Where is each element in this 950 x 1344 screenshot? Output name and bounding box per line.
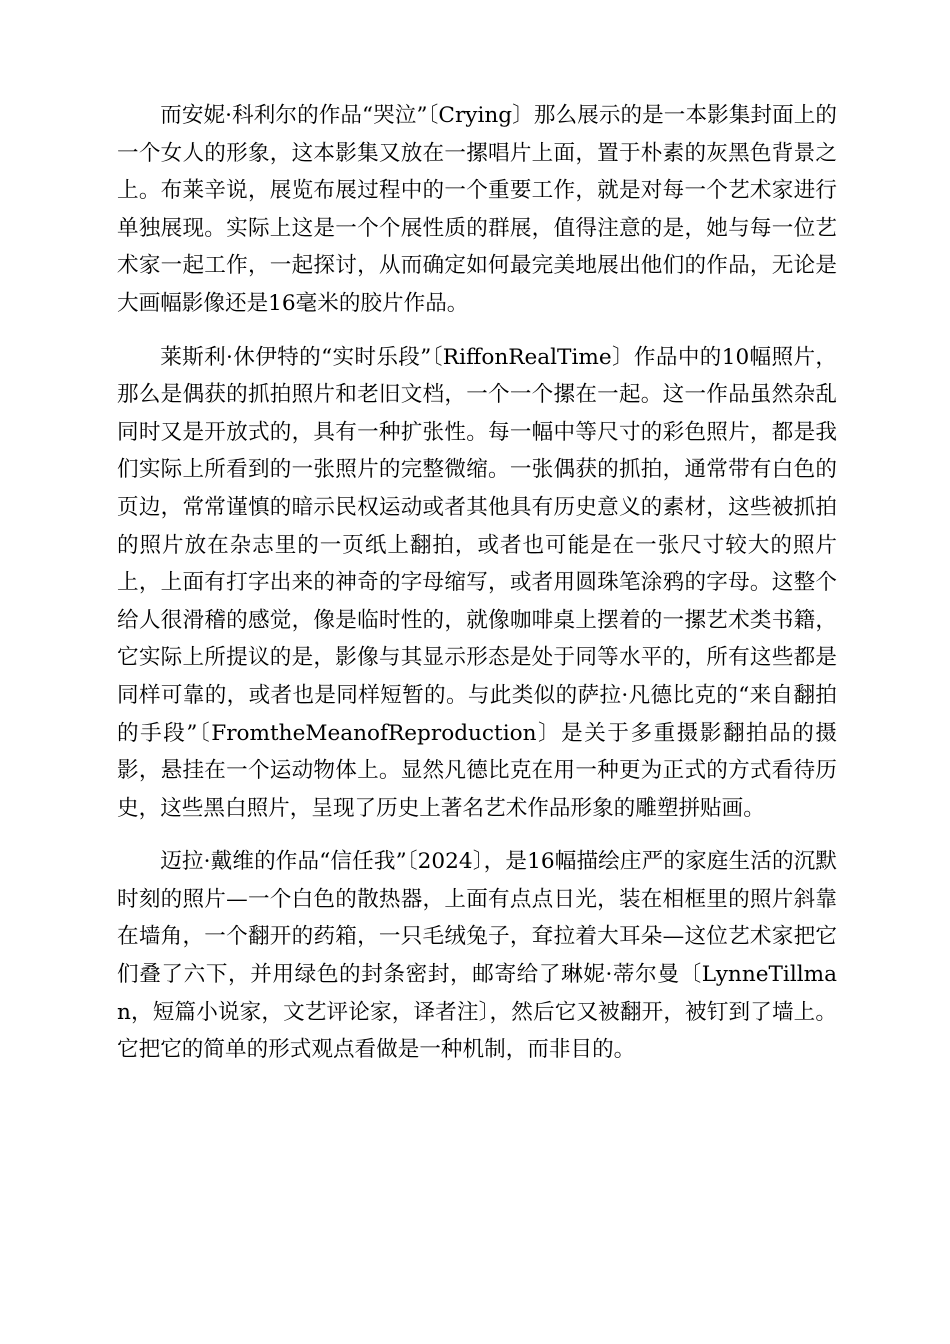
paragraph-1: 而安妮·科利尔的作品“哭泣”〔Crying〕那么展示的是一本影集封面上的一个女人的形象，这本影集又放在一摞唱片上面，置于朴素的灰黑色背景之上。布莱辛说，展览布展过程中的一个重要工作，就是对每一个艺术家进行单独展现。实际上这是一个个展性质的群展，值得注意的是，她与每一位艺术家一起工作，一起探讨，从而确定如何最完美地展出他们的作品，无论是大画幅影像还是16毫米的胶片作品。 — [117, 103, 837, 316]
document-page — [117, 97, 837, 1069]
paragraph-3: 迈拉·戴维的作品“信任我”〔2024〕，是16幅描绘庄严的家庭生活的沉默时刻的照片—一个白色的散热器，上面有点点日光，装在相框里的照片斜靠在墙角，一个翻开的药箱，一只毛绒兔子，耷拉着大耳朵—这位艺术家把它们叠了六下，并用绿色的封条密封，邮寄给了琳妮·蒂尔曼〔LynneTillman，短篇小说家，文艺评论家，译者注〕，然后它又被翻开，被钉到了墙上。它把它的简单的形式观点看做是一种机制，而非目的。 — [117, 849, 837, 1063]
paragraph-2: 莱斯利·休伊特的“实时乐段”〔RiffonRealTime〕作品中的10幅照片，那么是偶获的抓拍照片和老旧文档，一个一个摞在一起。这一作品虽然杂乱同时又是开放式的，具有一种扩张性。每一幅中等尺寸的彩色照片，都是我们实际上所看到的一张照片的完整微缩。一张偶获的抓拍，通常带有白色的页边，常常谨慎的暗示民权运动或者其他具有历史意义的素材，这些被抓拍的照片放在杂志里的一页纸上翻拍，或者也可能是在一张尺寸较大的照片上，上面有打字出来的神奇的字母缩写，或者用圆珠笔涂鸦的字母。这整个给人很滑稽的感觉，像是临时性的，就像咖啡桌上摆着的一摞艺术类书籍，它实际上所提议的是，影像与其显示形态是处于同等水平的，所有这些都是同样可靠的，或者也是同样短暂的。与此类似的萨拉·凡德比克的“来自翻拍的手段”〔FromtheMeanofReproduction〕是关于多重摄影翻拍品的摄影，悬挂在一个运动物体上。显然凡德比克在用一种更为正式的方式看待历史，这些黑白照片，呈现了历史上著名艺术作品形象的雕塑拼贴画。 — [117, 344, 837, 821]
